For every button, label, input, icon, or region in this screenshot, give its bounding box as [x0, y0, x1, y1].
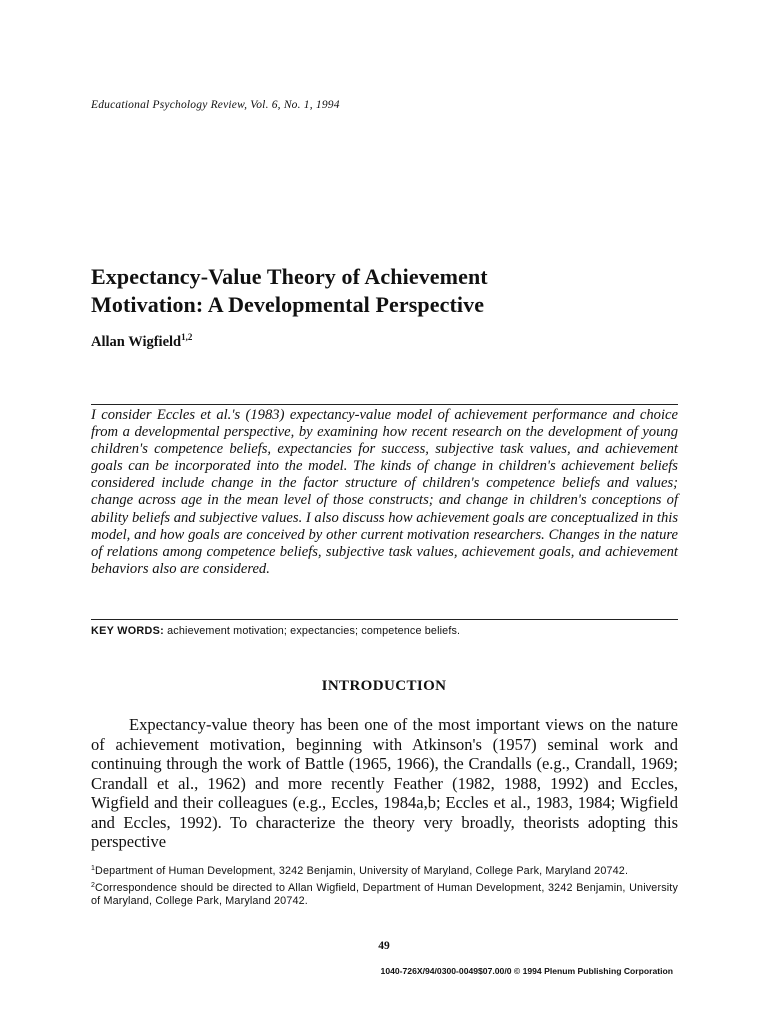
footnote-1-text: Department of Human Development, 3242 Benjamin, University of Maryland, College Park, Maryland 20742.: [95, 865, 629, 877]
abstract-text: I consider Eccles et al.'s (1983) expectancy-value model of achievement performance and choice from a developmental perspective, by examining how recent research on the development of young children's competence beliefs, expectancies for success, subjective task values, and achievement goals can be incorporated into the model. The kinds of change in children's achievement beliefs considered include change in the factor structure of children's competence beliefs and values; change across age in the mean level of those constructs; and change in children's conceptions of ability beliefs and subjective values. I also discuss how achievement goals are conceptualized in this model, and how goals are conceived by other current motivation researchers. Changes in the nature of relations among competence beliefs, subjective task values, achievement goals, and achievement behaviors also are considered.: [91, 407, 678, 577]
article-title-line-2: Motivation: A Developmental Perspective: [91, 292, 485, 317]
footnote-1-mark: 1: [91, 865, 96, 872]
author-footnote-marks: 1,2: [181, 332, 193, 342]
journal-citation-header: Educational Psychology Review, Vol. 6, No. 1, 1994: [91, 99, 340, 111]
intro-paragraph-text: Expectancy-value theory has been one of the most important views on the nature of achievement motivation, beginning with Atkinson's (1957) seminal work and continuing through the work of Battle (1965, 1966), the Crandalls (e.g., Crandall, 1969; Crandall et al., 1962) and more recently Feather (1982, 1988, 1992) and Eccles, Wigfield and their colleagues (e.g., Eccles, 1984a,b; Eccles et al., 1983, 1984; Wigfield and Eccles, 1992). To characterize the theory very broadly, theorists adopting this perspective: [91, 715, 678, 851]
copyright-line: 1040-726X/94/0300-0049$07.00/0 © 1994 Plenum Publishing Corporation: [380, 966, 673, 976]
abstract-top-rule: [91, 404, 678, 405]
abstract-bottom-rule: [91, 619, 678, 620]
article-title: [91, 263, 681, 319]
keywords-label: KEY WORDS:: [91, 625, 164, 637]
author-byline: [91, 332, 192, 351]
intro-paragraph: [91, 715, 678, 852]
keywords-line: [91, 625, 678, 637]
keywords-list: achievement motivation; expectancies; competence beliefs.: [167, 625, 461, 637]
section-heading-introduction: INTRODUCTION: [321, 678, 447, 694]
page-number: 49: [378, 940, 390, 952]
article-title-line-1: Expectancy-Value Theory of Achievement: [91, 264, 488, 289]
footnote-2-text: Correspondence should be directed to Allan Wigfield, Department of Human Development, 3242 Benjamin, University of Maryland, College Park, Maryland 20742.: [91, 881, 678, 908]
footnote-2-mark: 2: [91, 881, 96, 889]
footnote-1: [91, 862, 678, 879]
footnote-2: [91, 879, 678, 909]
footnotes: [91, 862, 678, 909]
author-name: Allan Wigfield: [91, 334, 182, 350]
